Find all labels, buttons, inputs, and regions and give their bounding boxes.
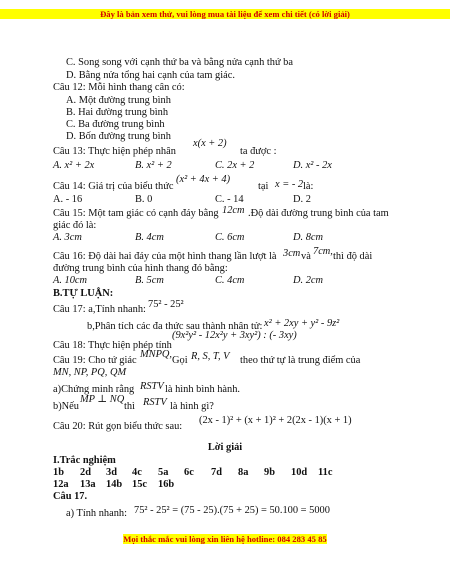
preview-banner: Đây là bản xem thử, vui lòng mua tài liệu để xem chi tiết (có lời giải) bbox=[0, 9, 450, 19]
answer-5: 5a bbox=[158, 467, 169, 478]
answer-9: 9b bbox=[264, 467, 275, 478]
option-b-q14: B. 0 bbox=[135, 194, 153, 205]
answer-12: 12a bbox=[53, 479, 69, 490]
answer-15: 15c bbox=[132, 479, 148, 490]
q14-expression: (x² + 4x + 4) bbox=[176, 174, 231, 185]
option-c-q13: C. 2x + 2 bbox=[215, 160, 255, 171]
q19-rest: theo thứ tự là trung điểm của bbox=[240, 355, 361, 366]
q19b-shape: RSTV bbox=[143, 397, 167, 408]
q18-expression: (9x²y² - 12x²y + 3xy²) : (- 3xy) bbox=[172, 330, 297, 341]
answer-10: 10d bbox=[291, 467, 308, 478]
question-13: Câu 13: Thực hiện phép nhân bbox=[53, 146, 176, 157]
q13-suffix: ta được : bbox=[240, 146, 277, 157]
solution-q17-part-a: a) Tính nhanh: bbox=[66, 508, 127, 519]
solution-q17-title: Câu 17. bbox=[53, 491, 88, 502]
answer-3: 3d bbox=[106, 467, 117, 478]
q19-midpoints: MN, NP, PQ, QM bbox=[53, 367, 127, 378]
option-a-q16: A. 10cm bbox=[53, 275, 88, 286]
q15-length: 12cm bbox=[222, 205, 245, 216]
question-12: Câu 12: Mỗi hình thang cân có: bbox=[53, 82, 185, 93]
answer-14: 14b bbox=[106, 479, 123, 490]
q19-part-a: a)Chứng minh rằng bbox=[53, 384, 135, 395]
answer-16: 16b bbox=[158, 479, 175, 490]
option-d-q13: D. x² - 2x bbox=[293, 160, 332, 171]
option-d-q14: D. 2 bbox=[293, 194, 311, 205]
q19-part-b: b)Nếu bbox=[53, 401, 79, 412]
q19b-condition: MP ⊥ NQ bbox=[80, 394, 125, 405]
option-d-q11: D. Bằng nửa tổng hai cạnh của tam giác. bbox=[66, 70, 235, 81]
q19b-then: thì bbox=[124, 401, 135, 412]
q15-rest: .Độ dài đường trung bình của tam bbox=[248, 208, 389, 219]
q16-continued: đường trung bình của hình thang đó bằng: bbox=[53, 263, 228, 274]
option-c-q11: C. Song song với cạnh thứ ba và bằng nửa cạnh thứ ba bbox=[66, 57, 293, 68]
q20-expression: (2x - 1)² + (x + 1)² + 2(2x - 1)(x + 1) bbox=[199, 415, 352, 426]
option-c-q16: C. 4cm bbox=[215, 275, 245, 286]
solution-title: Lời giải bbox=[207, 442, 243, 453]
option-b-q12: B. Hai đường trung bình bbox=[66, 107, 169, 118]
question-18: Câu 18: Thực hiện phép tính bbox=[53, 340, 172, 351]
option-b-q15: B. 4cm bbox=[135, 232, 164, 243]
option-d-q15: D. 8cm bbox=[293, 232, 324, 243]
question-14: Câu 14: Giá trị của biểu thức bbox=[53, 181, 174, 192]
option-a-q13: A. x² + 2x bbox=[53, 160, 95, 171]
option-d-q16: D. 2cm bbox=[293, 275, 324, 286]
q15-continued: giác đó là: bbox=[53, 220, 97, 231]
option-b-q16: B. 5cm bbox=[135, 275, 164, 286]
option-c-q14: C. - 14 bbox=[215, 194, 244, 205]
option-b-q13: B. x² + 2 bbox=[135, 160, 172, 171]
answer-6: 6c bbox=[184, 467, 194, 478]
q17-expression: 75² - 25² bbox=[148, 299, 184, 310]
q14-at: tại bbox=[258, 181, 269, 192]
q13-expression: x(x + 2) bbox=[193, 138, 227, 149]
answer-2: 2d bbox=[80, 467, 91, 478]
option-a-q14: A. - 16 bbox=[53, 194, 83, 205]
q19a-shape: RSTV bbox=[140, 381, 164, 392]
hotline-footer: Mọi thắc mắc vui lòng xin liên hệ hotline: 084 283 45 85 bbox=[123, 534, 327, 544]
answer-8: 8a bbox=[238, 467, 249, 478]
answer-11: 11c bbox=[318, 467, 333, 478]
answer-1: 1b bbox=[53, 467, 64, 478]
q14-value: x = - 2 bbox=[275, 179, 304, 190]
section-essay-title: B.TỰ LUẬN: bbox=[53, 288, 114, 299]
q19b-rest: là hình gì? bbox=[170, 401, 214, 412]
q16-base-1: 3cm bbox=[283, 248, 301, 259]
q19-points: R, S, T, V bbox=[191, 351, 230, 362]
option-d-q12: D. Bốn đường trung bình bbox=[66, 131, 171, 142]
option-c-q12: C. Ba đường trung bình bbox=[66, 119, 165, 130]
solution-q17-expression: 75² - 25² = (75 - 25).(75 + 25) = 50.100 = 5000 bbox=[134, 505, 330, 516]
q14-suffix: là: bbox=[303, 181, 314, 192]
q16-and: và bbox=[301, 251, 311, 262]
section-multiple-choice: I.Trắc nghiệm bbox=[53, 455, 116, 466]
option-a-q15: A. 3cm bbox=[53, 232, 82, 243]
question-15: Câu 15: Một tam giác có cạnh đáy bằng bbox=[53, 208, 219, 219]
q19-quadrilateral: MNPQ, bbox=[140, 349, 173, 360]
question-16: Câu 16: Độ dài hai đáy của một hình thang lần lượt là bbox=[53, 251, 277, 262]
answer-7: 7d bbox=[211, 467, 222, 478]
question-19: Câu 19: Cho tứ giác bbox=[53, 355, 137, 366]
question-17: Câu 17: a,Tính nhanh: bbox=[53, 304, 146, 315]
option-a-q12: A. Một đường trung bình bbox=[66, 95, 171, 106]
q16-base-2: 7cm, bbox=[313, 246, 333, 257]
q17b-expression: x² + 2xy + y² - 9z² bbox=[264, 318, 340, 329]
option-c-q15: C. 6cm bbox=[215, 232, 245, 243]
q19-let: Gọi bbox=[172, 355, 188, 366]
q16-rest: thì độ dài bbox=[333, 251, 373, 262]
q19a-rest: là hình bình hành. bbox=[165, 384, 241, 395]
q17-part-b: b,Phân tích các đa thức sau thành nhân tử: bbox=[87, 321, 263, 332]
question-20: Câu 20: Rút gọn biểu thức sau: bbox=[53, 421, 183, 432]
answer-4: 4c bbox=[132, 467, 142, 478]
answer-13: 13a bbox=[80, 479, 96, 490]
